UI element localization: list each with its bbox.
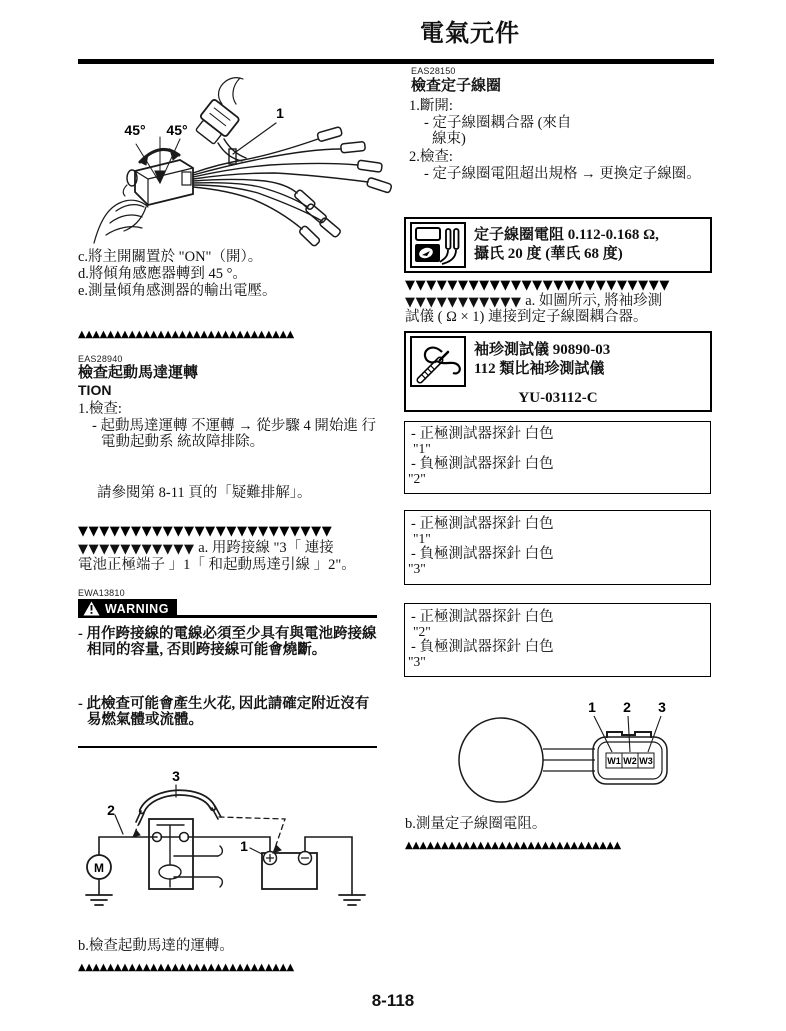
- connector-callout-2: 2: [623, 699, 631, 715]
- probe-box-2: [404, 510, 711, 585]
- probe-pos: - 正極測試器探針 白色: [411, 516, 554, 532]
- tool-icon-frame: [410, 336, 466, 387]
- circuit-callout-1: 1: [240, 838, 248, 854]
- figure-divider-rule: [78, 746, 377, 748]
- warning-underline: [174, 615, 377, 618]
- warning-triangle-icon: [83, 601, 100, 616]
- stator-connector-figure: [455, 700, 685, 815]
- circuit-callout-3: 3: [172, 768, 180, 784]
- section-end-marker-right: ▲▲▲▲▲▲▲▲▲▲▲▲▲▲▲▲▲▲▲▲▲▲▲▲▲▲▲▲▲▲: [405, 840, 621, 851]
- procedure-start-marker: ▼▼▼▼▼▼▼▼▼▼▼▼▼▼▼▼▼▼▼▼▼▼▼▼: [78, 524, 333, 539]
- circuit-callout-2: 2: [107, 802, 115, 818]
- warning-label: WARNING: [105, 601, 169, 616]
- header-rule: [78, 59, 714, 64]
- step-b-right: b.測量定子線圈電阻。: [405, 816, 547, 832]
- probe-neg-id: "3": [408, 654, 426, 669]
- callout-1: 1: [276, 105, 284, 121]
- procedure-start-marker-right: ▼▼▼▼▼▼▼▼▼▼▼▼▼▼▼▼▼▼▼▼▼▼▼▼▼: [405, 278, 670, 293]
- pocket-tester-tool-icon: [412, 338, 464, 385]
- starter-circuit-figure: [78, 755, 378, 920]
- connector-cell-w3: W3: [639, 756, 653, 766]
- spec-box: [404, 217, 712, 273]
- connector-callout-1: 1: [588, 699, 596, 715]
- procedure-start-marker-partial: ▼▼▼▼▼▼▼▼▼▼▼: [78, 542, 195, 557]
- probe-neg: - 負極測試器探針 白色: [411, 546, 554, 562]
- disconnect-label: 1.斷開:: [409, 98, 453, 114]
- multimeter-icon: [412, 224, 464, 266]
- probe-pos-id: "1": [413, 441, 431, 456]
- probe-neg-id: "2": [408, 471, 426, 486]
- probe-pos: - 正極測試器探針 白色: [411, 426, 554, 442]
- warning-code: EWA13810: [78, 588, 125, 598]
- probe-neg: - 負極測試器探針 白色: [411, 639, 554, 655]
- warning-item-2: - 此檢查可能會產生火花, 因此請確定附近沒有 易燃氣體或流體。: [78, 696, 370, 729]
- disconnect-item-line2: 線束): [432, 131, 466, 147]
- connector-callout-3: 3: [658, 699, 666, 715]
- angle-label-right: 45°: [166, 122, 188, 138]
- check-item: - 起動馬達運轉 不運轉 → 從步驟 4 開始進 行電動起動系 統故障排除。: [92, 418, 376, 451]
- step-b-left: b.檢查起動馬達的運轉。: [78, 938, 234, 954]
- step-a-line2: 電池正極端子 」1「 和起動馬達引線 」2"。: [78, 557, 356, 573]
- tool-line-1: 袖珍測試儀 90890-03: [474, 342, 611, 358]
- connector-cell-w1: W1: [607, 756, 621, 766]
- section-end-marker: ▲▲▲▲▲▲▲▲▲▲▲▲▲▲▲▲▲▲▲▲▲▲▲▲▲▲▲▲▲▲: [78, 962, 294, 973]
- step-a-right-line2: 試儀 ( Ω × 1) 連接到定子線圈耦合器。: [405, 309, 648, 325]
- check-item-right: - 定子線圈電阻超出規格 → 更換定子線圈。: [424, 166, 701, 182]
- multimeter-icon-frame: [410, 222, 466, 268]
- warning-item-1: - 用作跨接線的電線必須至少具有與電池跨接線 相同的容量, 否則跨接線可能會燒斷。: [78, 626, 377, 659]
- probe-pos-id: "2": [413, 624, 431, 639]
- check-label: 1.檢查:: [78, 401, 122, 417]
- probe-box-3: [404, 603, 711, 677]
- disconnect-item-line1: - 定子線圈耦合器 (來自: [424, 115, 572, 131]
- motor-label: M: [94, 861, 104, 875]
- tool-line-2: 112 類比袖珍測試儀: [474, 360, 605, 377]
- tool-box: [404, 331, 712, 412]
- spec-line-2: 攝氏 20 度 (華氏 68 度): [474, 245, 623, 262]
- spec-line-1: 定子線圈電阻 0.112-0.168 Ω,: [474, 227, 659, 243]
- probe-box-1: [404, 421, 711, 494]
- probe-pos: - 正極測試器探針 白色: [411, 609, 554, 625]
- step-d: d.將傾角感應器轉到 45 °。: [78, 266, 247, 282]
- step-a-text: a. 用跨接線 "3「 連接: [194, 540, 334, 556]
- check-label-right: 2.檢查:: [409, 149, 453, 165]
- section-title-tion: TION: [78, 382, 112, 398]
- probe-pos-id: "1": [413, 531, 431, 546]
- section-title-starter-motor: 檢查起動馬達運轉: [78, 365, 199, 381]
- lean-angle-sensor-figure: [80, 75, 390, 247]
- probe-neg: - 負極測試器探針 白色: [411, 456, 554, 472]
- step-e: e.測量傾角感測器的輸出電壓。: [78, 283, 277, 299]
- angle-label-left: 45°: [124, 122, 146, 138]
- tool-part-number: YU-03112-C: [518, 390, 598, 406]
- connector-cell-w2: W2: [623, 756, 637, 766]
- step-a-right-text: a. 如圖所示, 將袖珍測: [521, 293, 663, 309]
- warning-badge: [78, 599, 177, 618]
- refer-note: 請參閱第 8-11 頁的「疑難排解」。: [97, 485, 312, 501]
- section-code: EAS28940: [78, 354, 123, 364]
- section-code-right: EAS28150: [411, 66, 456, 76]
- section-title-stator: 檢查定子線圈: [411, 78, 502, 94]
- page-number: 8-118: [371, 991, 415, 1010]
- procedure-start-marker-right-partial: ▼▼▼▼▼▼▼▼▼▼▼: [405, 295, 522, 310]
- step-a-right-line1: [405, 293, 662, 311]
- section-end-marker: ▲▲▲▲▲▲▲▲▲▲▲▲▲▲▲▲▲▲▲▲▲▲▲▲▲▲▲▲▲▲: [78, 329, 294, 340]
- page-title: 電氣元件: [420, 21, 520, 47]
- step-c: c.將主開關置於 "ON"（開）。: [78, 249, 263, 265]
- step-a-line1: [78, 540, 334, 558]
- probe-neg-id: "3": [408, 561, 426, 576]
